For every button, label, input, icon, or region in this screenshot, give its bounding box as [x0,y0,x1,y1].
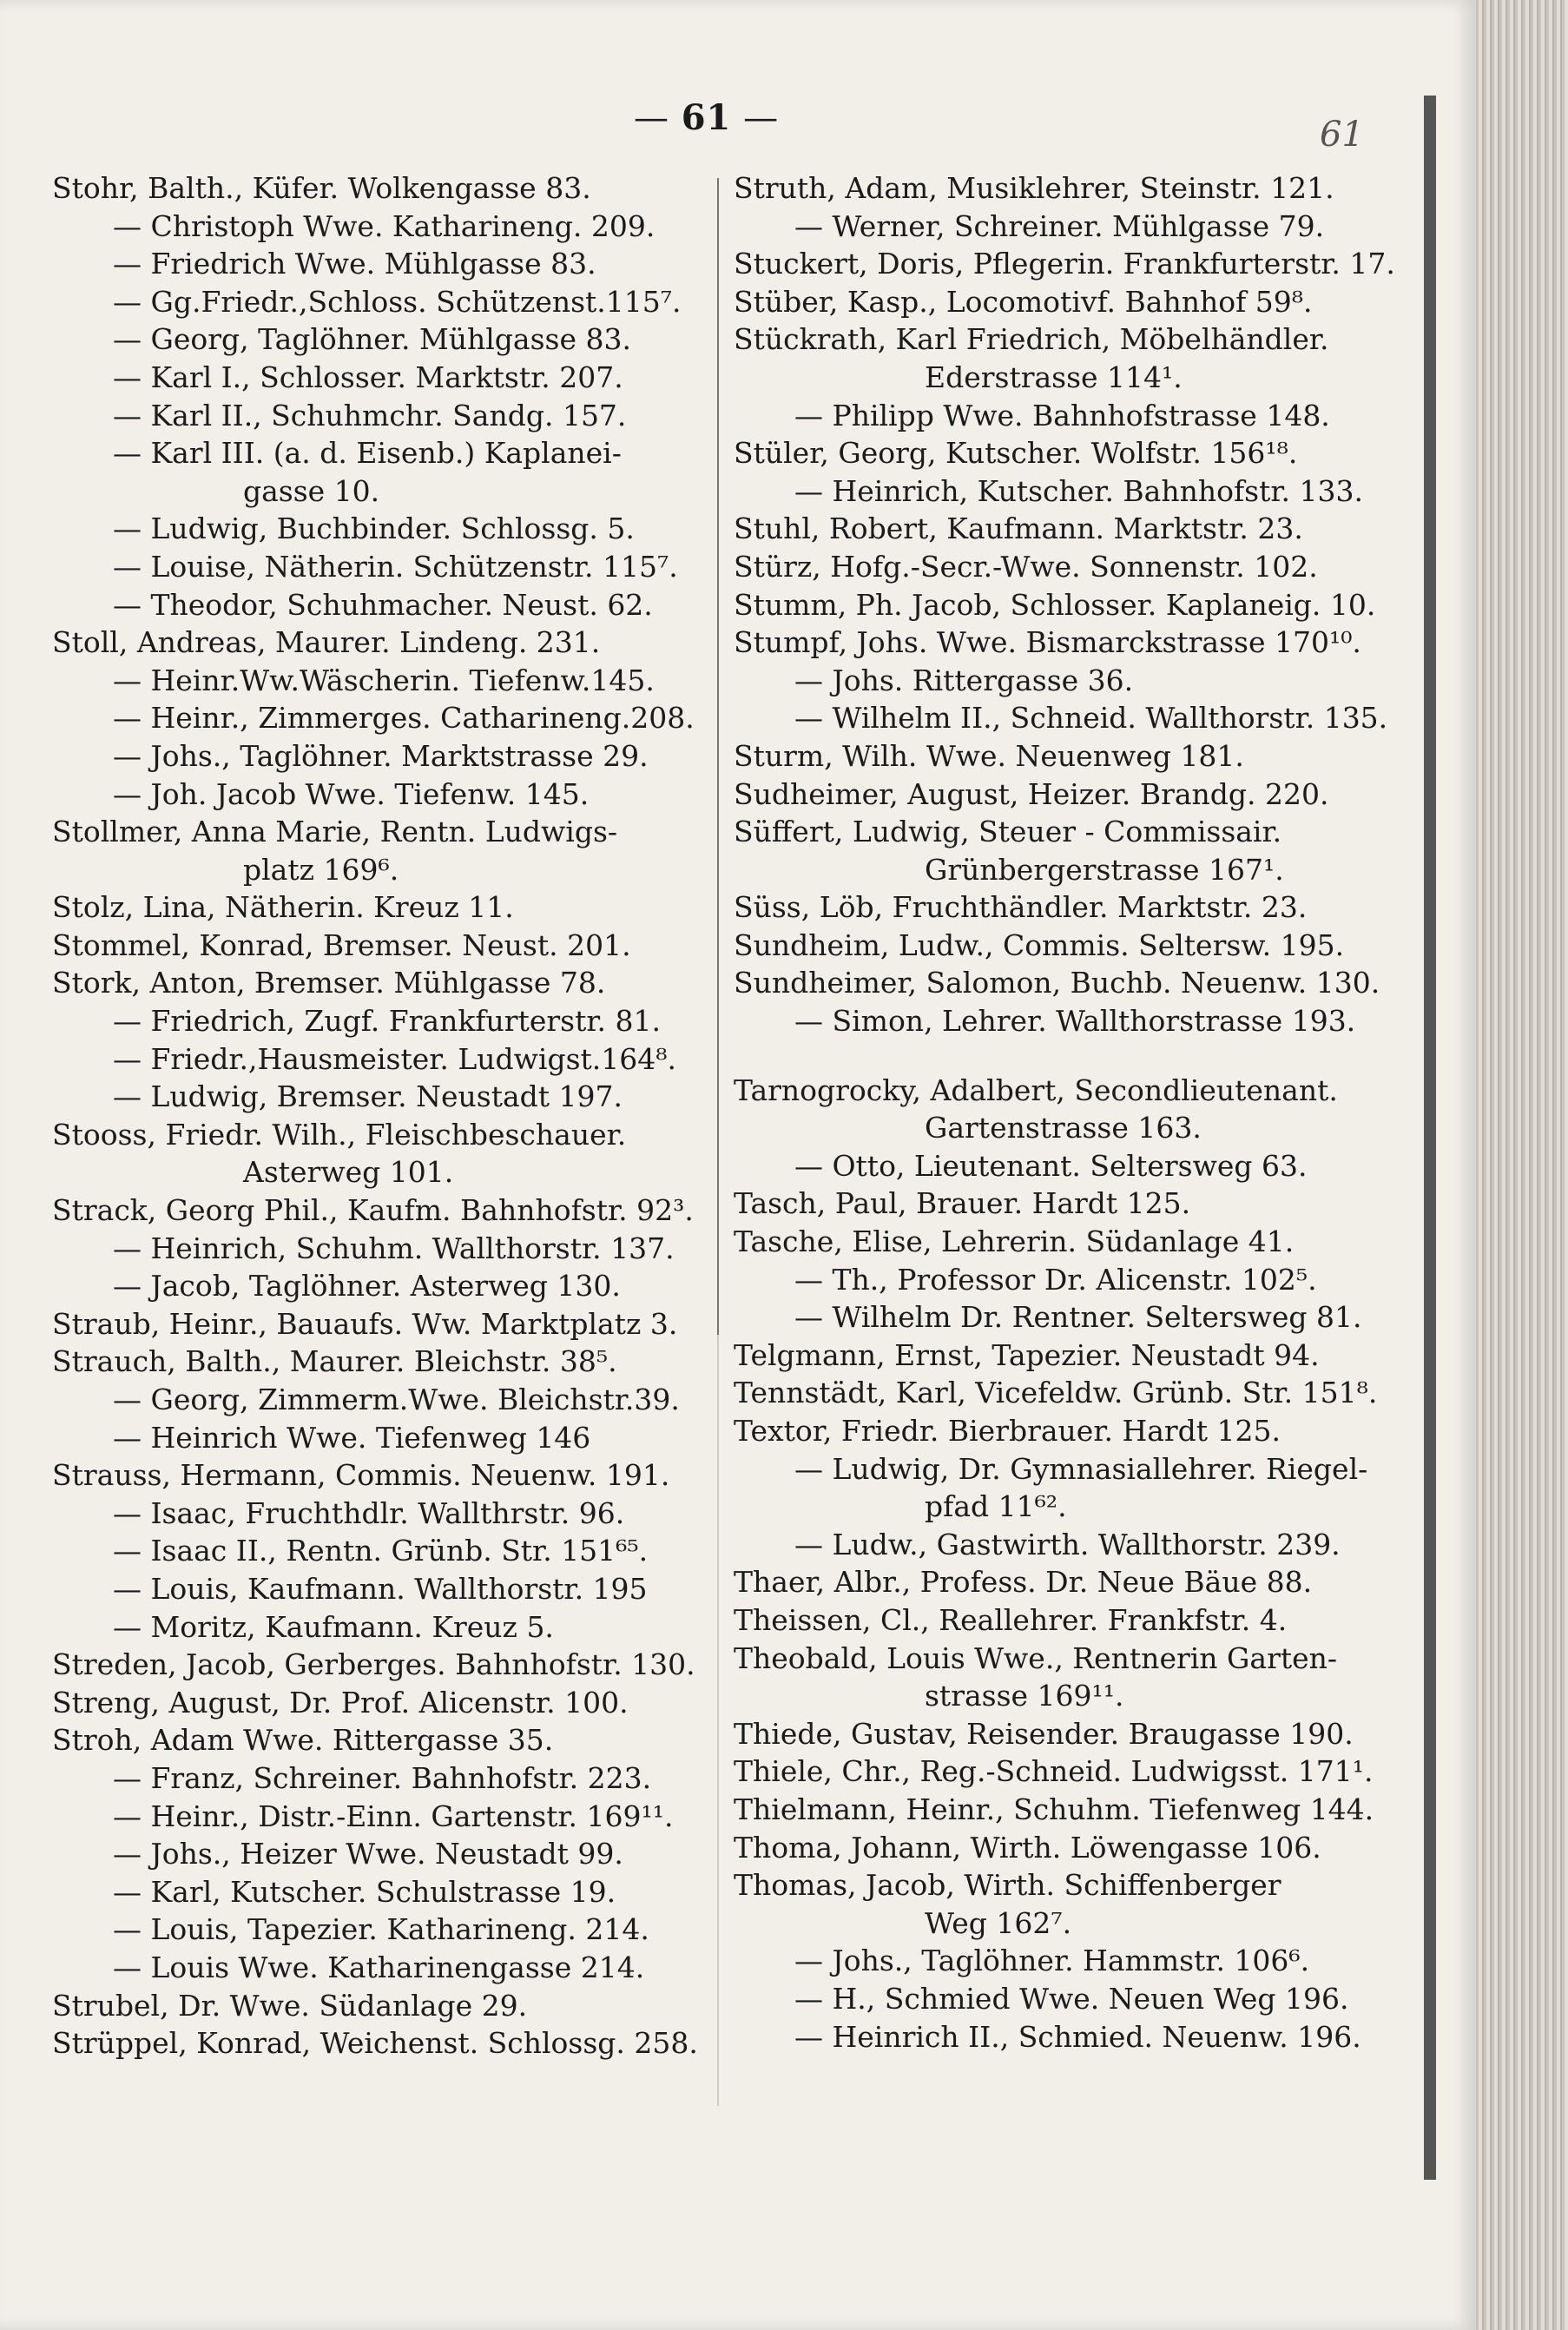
directory-entry: — Isaac II., Rentn. Grünb. Str. 151⁶⁵. [113,1534,649,1568]
directory-entry: Stommel, Konrad, Bremser. Neust. 201. [52,927,631,962]
directory-entry: — Johs. Rittergasse 36. [794,663,1134,697]
directory-entry: Theobald, Louis Wwe., Rentnerin Garten- [734,1640,1338,1675]
directory-entry: platz 169⁶. [243,852,399,887]
directory-entry: — Louise, Nätherin. Schützenstr. 115⁷. [113,549,678,584]
directory-entry: Stuckert, Doris, Pflegerin. Frankfurterstr. 17. [734,247,1395,281]
directory-entry: — Heinrich II., Schmied. Neuenw. 196. [794,2019,1361,2054]
directory-entry: — Karl III. (a. d. Eisenb.) Kaplanei- [113,436,622,471]
directory-entry: Stüber, Kasp., Locomotivf. Bahnhof 59⁸. [734,284,1313,319]
directory-entry: Streden, Jacob, Gerberges. Bahnhofstr. 130. [52,1647,695,1682]
directory-entry: — Karl I., Schlosser. Marktstr. 207. [113,360,623,394]
directory-entry: Süss, Löb, Fruchthändler. Marktstr. 23. [734,890,1308,925]
directory-entry: Süffert, Ludwig, Steuer - Commissair. [734,815,1282,849]
directory-entry: Stoll, Andreas, Maurer. Lindeng. 231. [52,625,601,660]
directory-entry: — Isaac, Fruchthdlr. Wallthrstr. 96. [113,1495,625,1530]
directory-entry: Textor, Friedr. Bierbrauer. Hardt 125. [734,1414,1281,1448]
directory-entry: — Friedrich Wwe. Mühlgasse 83. [113,247,596,281]
directory-entry: Theissen, Cl., Reallehrer. Frankfstr. 4. [734,1602,1288,1637]
directory-entry: Tennstädt, Karl, Vicefeldw. Grünb. Str. 151⁸. [734,1376,1378,1410]
directory-entry: — Th., Professor Dr. Alicenstr. 102⁵. [794,1262,1317,1297]
page-number: — 61 — [634,97,779,138]
directory-entry: — Georg, Zimmerm.Wwe. Bleichstr.39. [113,1383,680,1416]
directory-entry: Stooss, Friedr. Wilh., Fleischbeschauer. [52,1117,627,1152]
directory-entry: — Johs., Heizer Wwe. Neustadt 99. [113,1837,623,1871]
directory-entry: Struth, Adam, Musiklehrer, Steinstr. 121. [734,171,1334,205]
directory-entry: Stroh, Adam Wwe. Rittergasse 35. [52,1723,554,1758]
directory-entry: — Friedr.,Hausmeister. Ludwigst.164⁸. [113,1041,676,1076]
directory-entry: Stumpf, Johs. Wwe. Bismarckstrasse 170¹⁰. [734,625,1361,660]
directory-entry: Strauss, Hermann, Commis. Neuenw. 191. [52,1458,670,1493]
directory-entry: Sundheimer, Salomon, Buchb. Neuenw. 130. [734,966,1380,1000]
directory-entry: — Louis Wwe. Katharinengasse 214. [113,1950,645,1984]
directory-entry: Stumm, Ph. Jacob, Schlosser. Kaplaneig. 10. [734,587,1376,622]
directory-entry: Stohr, Balth., Küfer. Wolkengasse 83. [52,171,591,205]
directory-entry: Strauch, Balth., Maurer. Bleichstr. 38⁵. [52,1344,617,1379]
handwritten-page-note: 61 [1320,115,1364,155]
column-divider [717,178,719,2106]
directory-entry: — Christoph Wwe. Katharineng. 209. [113,208,656,243]
directory-entry: Stolz, Lina, Nätherin. Kreuz 11. [52,890,514,925]
directory-entry: — Heinr.Ww.Wäscherin. Tiefenw.145. [113,663,655,697]
directory-entry: — Jacob, Taglöhner. Asterweg 130. [113,1269,621,1304]
directory-entry: — Werner, Schreiner. Mühlgasse 79. [794,208,1325,243]
directory-entry: — Ludwig, Bremser. Neustadt 197. [113,1079,623,1114]
directory-entry: — Theodor, Schuhmacher. Neust. 62. [113,587,653,622]
directory-column-right [734,169,1393,2056]
directory-entry: — Heinr., Distr.-Einn. Gartenstr. 169¹¹. [113,1799,674,1833]
directory-entry: Ederstrasse 114¹. [925,360,1183,394]
directory-entry: — Ludwig, Dr. Gymnasiallehrer. Riegel- [794,1451,1368,1486]
directory-entry: Stürz, Hofg.-Secr.-Wwe. Sonnenstr. 102. [734,549,1318,584]
directory-entry: Sundheim, Ludw., Commis. Seltersw. 195. [734,927,1345,962]
directory-entry: Weg 162⁷. [925,1905,1072,1940]
directory-entry: Stückrath, Karl Friedrich, Möbelhändler. [734,322,1329,357]
directory-entry: Thoma, Johann, Wirth. Löwengasse 106. [734,1830,1321,1865]
directory-entry: strasse 169¹¹. [925,1679,1124,1713]
page-margin-shadow [1424,96,1436,2180]
directory-entry: — Georg, Taglöhner. Mühlgasse 83. [113,322,631,357]
directory-entry: — Heinrich Wwe. Tiefenweg 146 [113,1420,591,1455]
directory-entry: — Karl II., Schuhmchr. Sandg. 157. [113,398,627,432]
directory-entry: — Wilhelm II., Schneid. Wallthorstr. 135. [794,701,1388,736]
directory-entry: — Johs., Taglöhner. Marktstrasse 29. [113,738,649,773]
directory-entry: Thaer, Albr., Profess. Dr. Neue Bäue 88. [734,1565,1313,1600]
directory-entry: Thielmann, Heinr., Schuhm. Tiefenweg 144. [734,1792,1374,1826]
directory-column-left [52,169,712,2063]
directory-entry: Strack, Georg Phil., Kaufm. Bahnhofstr. 92³. [52,1193,694,1228]
directory-entry: Telgmann, Ernst, Tapezier. Neustadt 94. [734,1337,1320,1372]
directory-entry: Strubel, Dr. Wwe. Südanlage 29. [52,1988,528,2023]
directory-entry: Stollmer, Anna Marie, Rentn. Ludwigs- [52,815,618,849]
directory-entry: — Heinrich, Schuhm. Wallthorstr. 137. [113,1231,675,1265]
directory-entry: — Ludwig, Buchbinder. Schlossg. 5. [113,512,635,546]
directory-entry: — Friedrich, Zugf. Frankfurterstr. 81. [113,1004,661,1039]
directory-entry: — Philipp Wwe. Bahnhofstrasse 148. [794,398,1330,432]
directory-entry: Thiele, Chr., Reg.-Schneid. Ludwigsst. 171¹. [734,1754,1374,1789]
directory-entry: Stork, Anton, Bremser. Mühlgasse 78. [52,966,606,1000]
directory-entry: — Moritz, Kaufmann. Kreuz 5. [113,1609,554,1644]
directory-entry: Stuhl, Robert, Kaufmann. Marktstr. 23. [734,512,1303,546]
directory-entry: — Gg.Friedr.,Schloss. Schützenst.115⁷. [113,284,682,319]
directory-entry: Streng, August, Dr. Prof. Alicenstr. 100. [52,1685,629,1719]
directory-entry: Stüler, Georg, Kutscher. Wolfstr. 156¹⁸. [734,436,1298,471]
directory-entry: Grünbergerstrasse 167¹. [925,852,1284,887]
directory-entry: — Johs., Taglöhner. Hammstr. 106⁶. [794,1944,1310,1978]
directory-entry: gasse 10. [243,473,380,508]
directory-entry: — Heinr., Zimmerges. Catharineng.208. [113,701,695,736]
directory-entry: Sudheimer, August, Heizer. Brandg. 220. [734,776,1329,811]
directory-entry: Tarnogrocky, Adalbert, Secondlieutenant. [734,1073,1338,1107]
directory-entry: — Karl, Kutscher. Schulstrasse 19. [113,1874,616,1909]
directory-entry: Straub, Heinr., Bauaufs. Ww. Marktplatz 3. [52,1306,678,1341]
directory-entry: — Louis, Kaufmann. Wallthorstr. 195 [113,1571,648,1606]
directory-entry: — H., Schmied Wwe. Neuen Weg 196. [794,1981,1349,2016]
directory-entry: — Franz, Schreiner. Bahnhofstr. 223. [113,1760,652,1795]
directory-entry: Thiede, Gustav, Reisender. Braugasse 190. [734,1716,1354,1751]
directory-entry: Gartenstrasse 163. [925,1111,1202,1145]
directory-entry: — Ludw., Gastwirth. Wallthorstr. 239. [794,1527,1341,1561]
directory-entry: Tasche, Elise, Lehrerin. Südanlage 41. [734,1224,1295,1259]
directory-entry: — Heinrich, Kutscher. Bahnhofstr. 133. [794,473,1363,508]
page-header [0,97,1476,155]
book-page-edges [1476,0,1568,2330]
directory-entry: Strüppel, Konrad, Weichenst. Schlossg. 258. [52,2026,698,2061]
directory-entry: — Simon, Lehrer. Wallthorstrasse 193. [794,1004,1356,1039]
directory-entry: Tasch, Paul, Brauer. Hardt 125. [734,1186,1191,1221]
directory-entry: — Joh. Jacob Wwe. Tiefenw. 145. [113,776,590,811]
directory-entry: Thomas, Jacob, Wirth. Schiffenberger [734,1868,1281,1903]
directory-entry: — Otto, Lieutenant. Seltersweg 63. [794,1148,1308,1183]
directory-entry: Asterweg 101. [243,1155,454,1190]
directory-entry: — Wilhelm Dr. Rentner. Seltersweg 81. [794,1300,1362,1335]
directory-entry: pfad 11⁶². [925,1489,1067,1524]
directory-entry: — Louis, Tapezier. Katharineng. 214. [113,1912,649,1947]
directory-entry: Sturm, Wilh. Wwe. Neuenweg 181. [734,738,1244,773]
